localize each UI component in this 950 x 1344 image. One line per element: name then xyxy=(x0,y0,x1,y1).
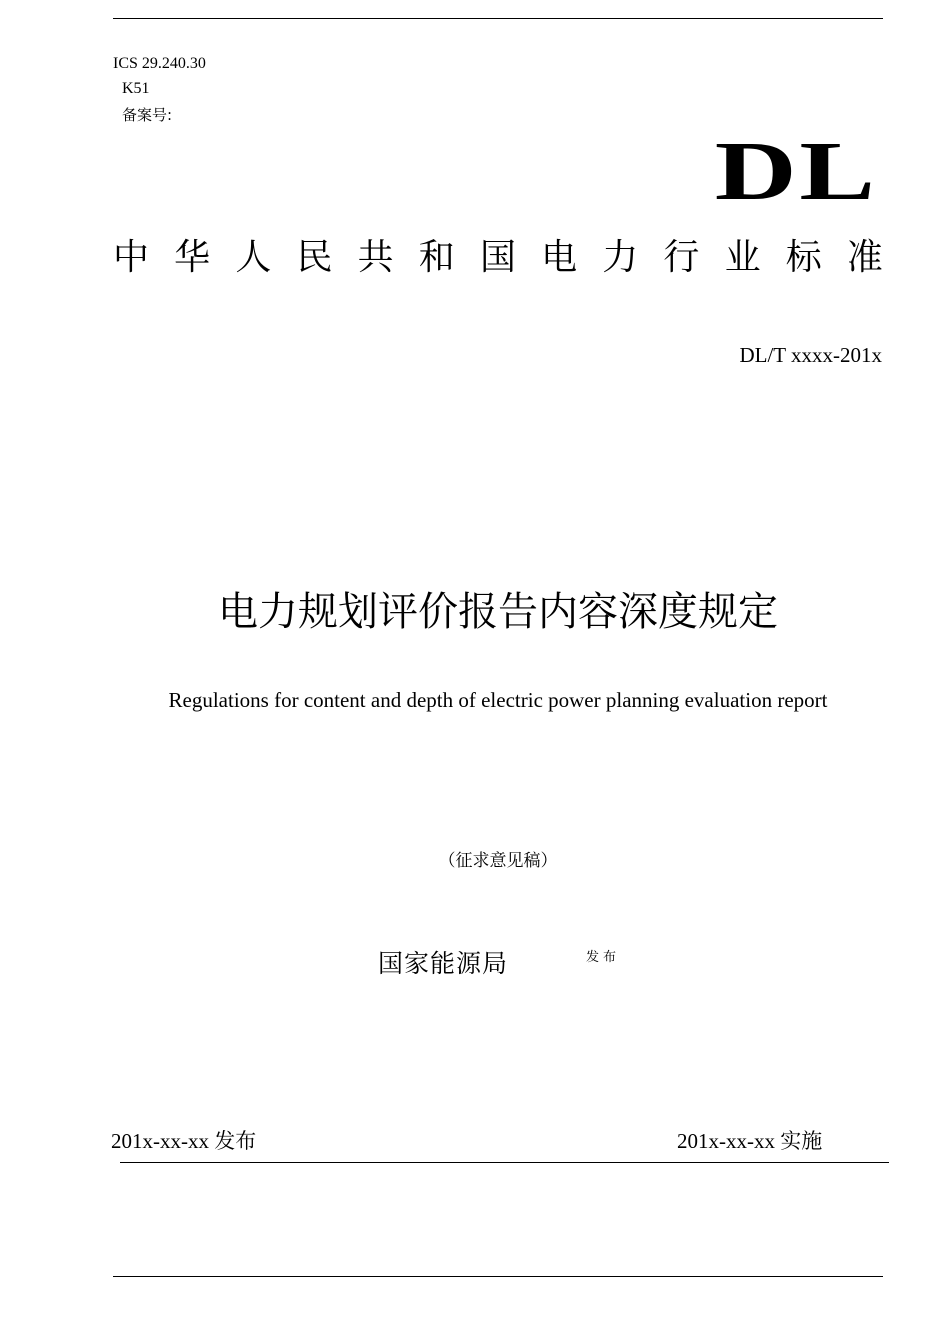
standard-title-char: 人 xyxy=(235,237,272,278)
issuer-name: 国家能源局 xyxy=(378,949,509,978)
standard-title-char: 国 xyxy=(479,237,516,278)
standard-title-char: 和 xyxy=(418,237,455,278)
standard-title-char: 共 xyxy=(357,237,394,278)
standard-title-char: 华 xyxy=(174,237,211,278)
document-title-en: Regulations for content and depth of electric power planning evaluation report xyxy=(168,688,828,712)
ics-number: ICS 29.240.30 xyxy=(113,55,206,72)
dl-logo: DL xyxy=(715,125,878,218)
standard-title-char: 准 xyxy=(846,237,883,278)
effective-label: 实施 xyxy=(780,1129,823,1153)
classification-code: K51 xyxy=(122,80,150,97)
draft-note: （征求意见稿） xyxy=(438,851,558,870)
standard-title-char: 行 xyxy=(663,237,700,278)
publish-date: 201x-xx-xx xyxy=(111,1129,209,1153)
top-rule xyxy=(113,18,883,19)
standard-code: DL/T xxxx-201x xyxy=(739,343,882,367)
standard-title xyxy=(113,237,883,278)
publish-label: 发布 xyxy=(214,1129,257,1153)
document-title-cn: 电力规划评价报告内容深度规定 xyxy=(218,589,778,635)
standard-title-char: 电 xyxy=(541,237,578,278)
standard-title-char: 中 xyxy=(113,237,150,278)
effective-date-line xyxy=(677,1125,822,1155)
standard-title-char: 标 xyxy=(785,237,822,278)
standard-title-char: 民 xyxy=(296,237,333,278)
standard-title-char: 力 xyxy=(602,237,639,278)
date-rule xyxy=(120,1162,889,1163)
publish-date-line xyxy=(111,1125,256,1155)
bottom-rule xyxy=(113,1276,883,1277)
standard-title-char: 业 xyxy=(724,237,761,278)
issuer-action: 发布 xyxy=(586,950,621,965)
record-number-label: 备案号: xyxy=(122,106,173,124)
effective-date: 201x-xx-xx xyxy=(677,1129,775,1153)
